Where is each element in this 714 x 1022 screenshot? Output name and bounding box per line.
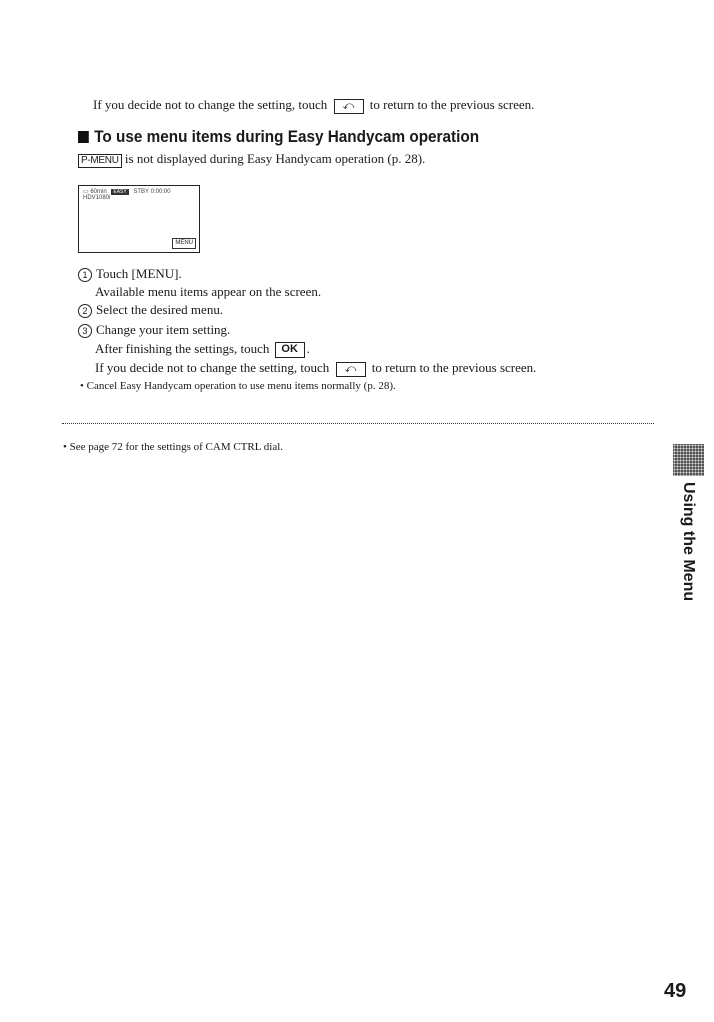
step-1-detail: Available menu items appear on the screen. [95,284,322,299]
section-heading-text: To use menu items during Easy Handycam operation [94,127,480,146]
return-icon: ⤺ [334,99,364,114]
step-number-badge: 3 [78,324,92,338]
step-3-return-line [95,360,536,377]
step-number-badge: 2 [78,304,92,318]
ok-icon: OK [275,342,305,358]
step-number-badge: 1 [78,268,92,282]
top-instruction-line [93,97,534,114]
lcd-remaining-time: 60min [90,189,107,195]
step-1-text: Touch [MENU]. [96,266,182,281]
square-bullet-icon [78,131,89,143]
step-3-return-text: If you decide not to change the setting, touch [95,360,330,375]
return-icon: ⤺ [336,362,366,377]
lcd-menu-button: MENU [172,238,196,249]
side-tab-label: Using the Menu [680,482,697,602]
step-3-return-text-end: to return to the previous screen. [371,360,537,375]
dotted-divider [62,423,654,424]
section-note: • Cancel Easy Handycam operation to use menu items normally (p. 28). [80,380,396,392]
lcd-standby-status: STBY 0:00:00 [133,189,171,195]
step-3-detail [95,341,310,358]
lcd-screen-illustration [78,185,200,253]
intro-line [78,151,425,168]
step-3 [78,322,230,338]
top-instruction-text-end: to return to the previous screen. [369,97,535,112]
battery-icon: ▭ [83,189,89,195]
step-2-text: Select the desired menu. [96,302,224,317]
top-instruction-text: If you decide not to change the setting, touch [93,97,328,112]
step-1 [78,266,182,282]
lcd-status-bar [83,188,171,195]
page-number: 49 [664,980,687,1002]
section-heading [78,127,524,147]
p-menu-icon: P-MENU [78,154,122,168]
side-tab-marker [673,444,704,476]
step-3-detail-end: . [306,341,310,356]
step-3-text: Change your item setting. [96,322,231,337]
intro-text: is not displayed during Easy Handycam operation (p. 28). [124,151,426,166]
footnote: • See page 72 for the settings of CAM CTRL dial. [63,441,284,453]
lcd-format-label: HDV1080i [83,195,111,201]
step-2 [78,302,223,318]
lcd-easy-indicator: EASY [113,189,127,195]
step-3-detail-text: After finishing the settings, touch [95,341,270,356]
